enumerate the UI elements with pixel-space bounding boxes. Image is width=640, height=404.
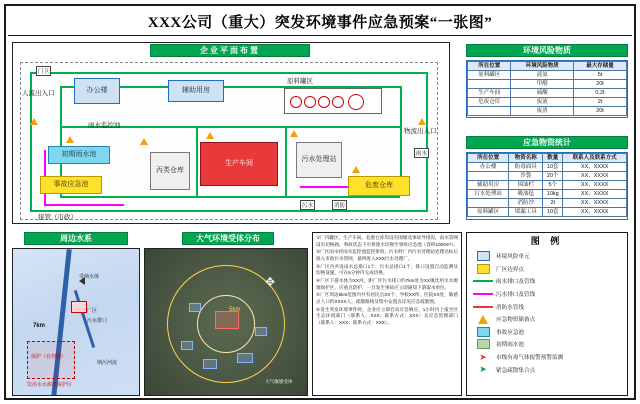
emergency-supply-marker-3 [206,132,214,139]
atmospheric-receptor-title: 大气环境受体分布 [182,232,274,245]
legend-label: 事故应急池 [496,329,524,336]
supply-r0c1: 防毒面具 [509,163,543,172]
legend-arrow-warning-icon: ➤ [479,351,487,362]
emergency-supply-marker-7 [418,118,426,125]
legend-title: 图 例 [530,235,564,246]
note-item: ⑥发生突发环境事件时，企业应立即启动应急响应，1小时内上报至区生态环境部门（联系人：XXX；联系方式：XXX）及应急管理部门（联系人：XXX；联系方式：XXX）。 [316,306,458,325]
risk-r1c1: 甲醇 [511,80,574,89]
table-row [468,98,627,107]
supply-th-2: 数量 [543,154,563,163]
supply-r5c0: 原料罐区 [468,208,509,217]
tank-1 [290,96,302,108]
risk-r4c1: 废渣 [511,107,574,116]
supply-r5c2: 10套 [543,208,563,217]
legend-line-rainwater-icon [470,280,496,282]
label-sewage-outlet: 污水排口 [87,318,108,324]
legend-item [470,300,624,313]
supply-r2c3: XX、XXXX [563,181,627,190]
sewage-pipe-horizontal [44,204,124,206]
risk-r3c0: 危废仓库 [468,98,511,107]
supply-r4c2: 2t [543,199,563,208]
tag-fire-water: 消防 [332,200,347,210]
risk-table-panel [466,60,628,118]
legend-item [470,351,624,364]
legend-item [470,363,624,376]
legend-label: 污水排口及管线 [496,292,536,299]
north-arrow-icon: ✥ [265,275,276,289]
label-distance-7km: 7km [33,323,46,329]
label-municipal-connection: 接管（市政） [38,214,77,221]
note-item: ②厂区雨水经雨水监控池监控排放，污水经厂内污水处理站处理达标后接入市政污水管网，最终进入XXX污水处理厂。 [316,249,458,261]
risk-r0c1: 液氨 [511,71,574,80]
receptor-5 [189,303,201,312]
table-row [468,208,627,217]
receptor-1 [181,341,193,350]
atmo-plant-area [215,311,239,329]
page-title-text: XXX公司（重大）突发环境事件应急预案“一张图” [147,14,493,31]
table-row [468,172,627,181]
risk-r4c0 [468,107,511,116]
risk-r1c2: 20t [573,80,626,89]
rainwater-pipe-top [30,72,428,74]
legend-item [470,275,624,288]
risk-th-1: 环境风险物质 [511,62,574,71]
supply-table-title: 应急物资统计 [466,136,628,149]
risk-th-2: 最大存储量 [573,62,626,71]
supply-table-panel [466,152,628,220]
supply-th-1: 物资名称 [509,154,543,163]
emergency-supply-marker-6 [30,118,38,125]
label-rainwater-monitoring-pond: 雨水监控池 [88,122,121,129]
receptor-4 [255,327,267,336]
plant-layout-title: 企业平面布置 [150,44,310,57]
label-sensitive-receptor: 大气敏感受体 [265,379,293,384]
legend-item [470,250,624,263]
supply-table-header-row [468,154,627,163]
risk-r0c2: 5t [573,71,626,80]
legend-item [470,313,624,326]
supply-r2c2: 5个 [543,181,563,190]
legend-line-fire-water-icon [470,306,496,308]
legend-item [470,338,624,351]
risk-r2c2: 0.2t [573,89,626,98]
risk-table-header-row [468,62,627,71]
building-hazardous-waste-warehouse: 危废仓库 [348,176,410,196]
table-row [468,190,627,199]
table-row [468,80,627,89]
supply-r0c0: 办公楼 [468,163,509,172]
legend-item [470,263,624,276]
legend-rows [470,250,624,376]
legend-label: 雨水排口及管线 [496,279,536,286]
supply-r3c1: 吸油毡 [509,190,543,199]
page-title [8,8,632,34]
building-initial-rainwater-pond: 初期雨水池 [48,146,110,164]
supply-r3c2: 10kg [543,190,563,199]
rainwater-pipe-bottom [30,210,428,212]
supply-r4c1: 消防沙 [509,199,543,208]
tag-gatehouse: 门卫 [36,66,51,76]
supply-r4c0 [468,199,509,208]
note-item: ④厂区下游水体为XX河，距厂区污水排口约7km处为XX镇饮用水水源地保护区，应重点防护，一旦发生事故应立即通知下游取水单位。 [316,277,458,290]
supply-r3c0: 污水处理站 [468,190,509,199]
water-system-map [12,248,140,396]
legend-line-sewage-icon [470,293,496,295]
legend-label: 环境风险单元 [496,254,530,261]
supply-r1c3: XX、XXXX [563,172,627,181]
atmospheric-receptor-map [144,248,308,396]
legend-swatch-boundary-icon [470,264,496,274]
legend-label: 应急物资储备点 [496,317,536,324]
building-office: 办公楼 [74,78,120,104]
table-row [468,89,627,98]
rainwater-branch-3 [60,196,400,198]
water-system-title: 周边水系 [24,232,128,245]
legend-item [470,326,624,339]
risk-th-0: 所在位置 [468,62,511,71]
risk-table-title: 环境风险物质 [466,44,628,57]
supply-th-3: 联系人及联系方式 [563,154,627,163]
legend-label: 消防水管线 [496,304,524,311]
supply-r4c3: XX、XXXX [563,199,627,208]
tag-sewage: 污水 [300,200,315,210]
rainwater-branch-6 [196,126,198,196]
risk-r4c2: 20t [573,107,626,116]
risk-table [467,61,627,116]
building-class-c-warehouse: 丙类仓库 [150,152,190,190]
tank-5 [348,94,364,110]
label-protection-zone-note: 保护（有控制） [31,354,67,360]
note-item: ⑤厂区周边5km范围内共有居民点XX个、学校XX所、医院XX处，敏感点人口约XXXX人，疏散路线及集中安置点详见应急疏散图。 [316,292,458,304]
notes-panel [312,232,462,396]
table-row [468,163,627,172]
title-divider [8,35,632,36]
label-logistics-entrance: 物流出入口 [404,128,437,135]
legend-label: 紧急疏散集合点 [496,367,536,374]
legend-item [470,288,624,301]
tank-4 [332,96,344,108]
legend-label: 初期雨水池 [496,342,524,349]
legend-swatch-accident-pond-icon [470,327,496,337]
legend-swatch-risk-unit-icon [470,251,496,261]
building-production-workshop: 生产车间 [200,142,278,186]
building-auxiliary: 辅助用房 [168,80,224,102]
legend-arrow-evacuation-icon: ➤ [479,364,487,375]
building-wastewater-treatment-station: 污水处理站 [296,142,342,178]
tank-3 [318,96,330,108]
label-5km: 5km [229,307,241,313]
legend-label: 厂区边界点 [496,266,524,273]
supply-r2c0: 辅助用房 [468,181,509,190]
label-plant-area: 厂区 [87,308,98,314]
legend-label: 市级有毒气体报警预警监测 [496,355,564,362]
supply-r3c3: XX、XXXX [563,190,627,199]
emergency-supply-marker-4 [290,130,298,137]
receptor-2 [203,359,217,369]
rainwater-pipe-right [426,72,428,212]
emergency-supply-marker-5 [352,166,360,173]
emergency-supply-marker-2 [140,138,148,145]
supply-r0c2: 10套 [543,163,563,172]
supply-r0c3: XX、XXXX [563,163,627,172]
label-drinking-water-source: 饮用水水源地保护区 [27,382,73,388]
risk-r3c1: 废液 [511,98,574,107]
plant-area-marker [71,301,87,313]
supply-r1c1: 沙袋 [509,172,543,181]
tag-rainwater: 雨水 [414,148,429,158]
table-row [468,199,627,208]
label-receiving-water-body: 受纳水体 [79,274,100,280]
legend-swatch-initial-rain-pond-icon [470,339,496,349]
emergency-supply-marker-1 [66,136,74,143]
supply-r5c3: XX、XXXX [563,208,627,217]
table-row [468,107,627,116]
label-personnel-entrance: 人流出入口 [22,90,55,97]
risk-r2c1: 硫酸 [511,89,574,98]
table-row [468,181,627,190]
note-item: ①厂内罐区、生产车间、危废仓库均设有围堰及事故导排沟，雨水管网设有切换阀，事故状态下可将废水切换至事故应急池（容积1000m³）。 [316,235,458,247]
arrow-to-water-body-icon [79,277,85,285]
supply-th-0: 所在位置 [468,154,509,163]
supply-table [467,153,627,217]
rainwater-branch-7 [285,126,287,196]
supply-r5c1: 堵漏工具 [509,208,543,217]
supply-r1c0 [468,172,509,181]
risk-r3c2: 2t [573,98,626,107]
supply-r2c1: 围油栏 [509,181,543,190]
drinking-water-protection-zone [27,341,75,379]
risk-r0c0: 原料罐区 [468,71,511,80]
supply-r1c2: 20个 [543,172,563,181]
note-item: ③厂区内共设雨水总排口1个、污水总排口1个，排口设置自动监测及切换设施，可在5分钟内完成切换。 [316,263,458,276]
legend-triangle-supply-icon [470,315,496,324]
building-accident-emergency-pond: 事故应急池 [40,176,102,194]
risk-r2c0: 生产车间 [468,89,511,98]
receptor-3 [237,353,253,363]
label-sewage-river: 纳污河流 [97,360,118,366]
raw-tank-label: 原料罐区 [287,78,313,85]
risk-r1c0 [468,80,511,89]
table-row [468,71,627,80]
tank-2 [304,96,316,108]
